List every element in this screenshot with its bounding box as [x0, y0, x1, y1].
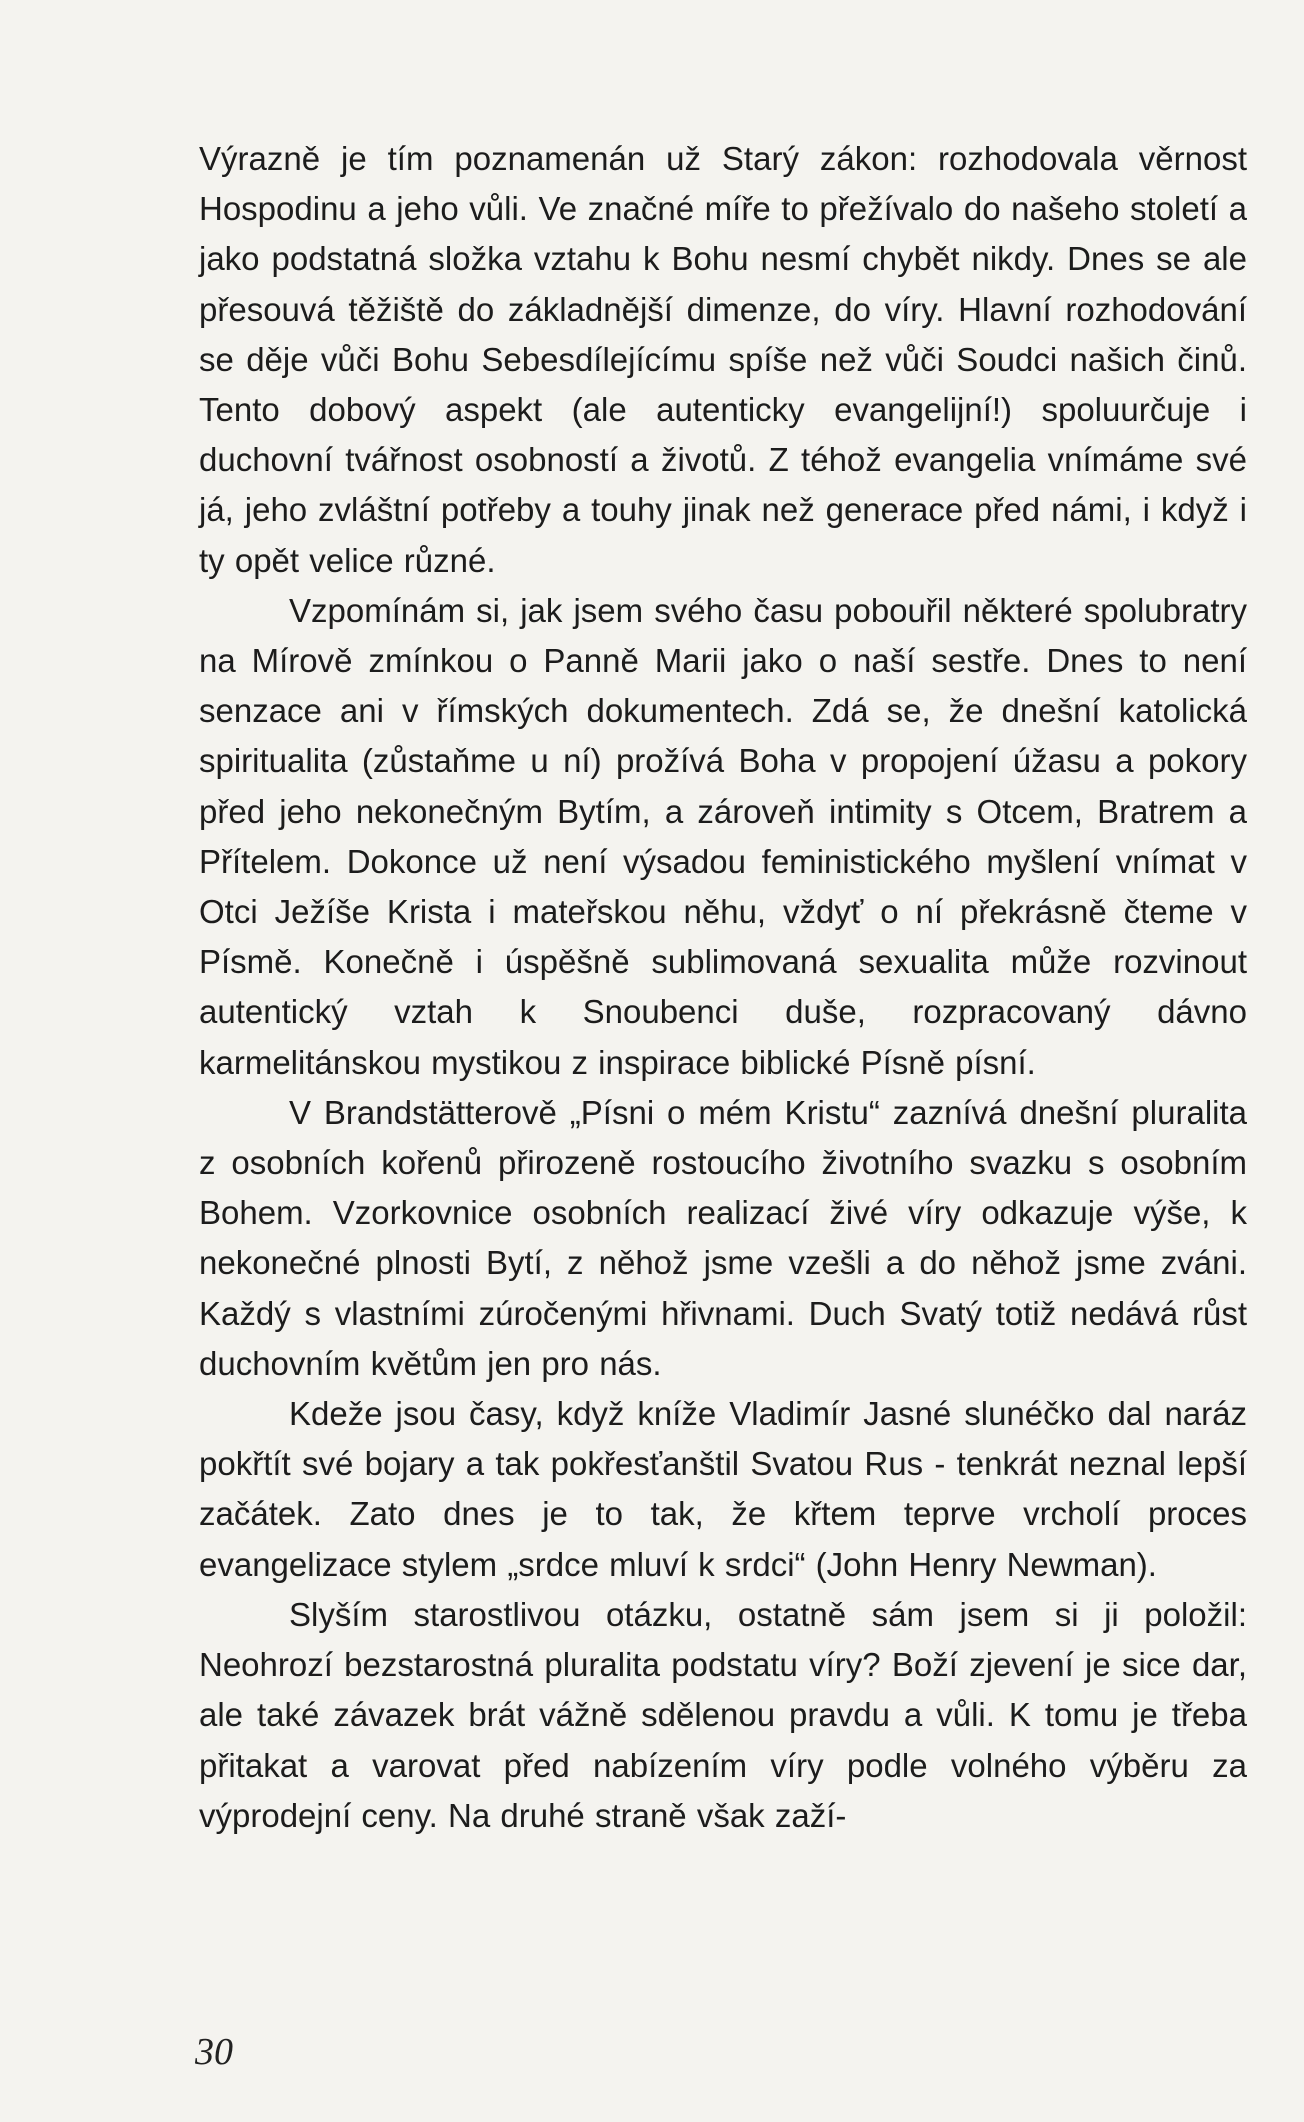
paragraph-1: Výrazně je tím poznamenán už Starý zákon: rozhodovala věrnost Hospodinu a jeho vůli. Ve značné míře to přežívalo do našeho století a jako podstatná složka vztahu k Bohu nesmí chybět nikdy. Dnes se ale přesouvá těžiště do základnější dimenze, do víry. Hlavní rozhodování se děje vůči Bohu Sebesdílejícímu spíše než vůči Soudci našich činů. Tento dobový aspekt (ale autenticky evangelijní!) spoluurčuje i duchovní tvářnost osobností a životů. Z téhož evangelia vnímáme své já, jeho zvláštní potřeby a touhy jinak než generace před námi, i když i ty opět velice různé.	[199, 140, 1247, 579]
paragraph-4: Kdeže jsou časy, když kníže Vladimír Jasné slunéčko dal naráz pokřtít své bojary a tak pokřesťanštil Svatou Rus - tenkrát neznal lepší začátek. Zato dnes je to tak, že křtem teprve vrcholí proces evangelizace stylem „srdce mluví k srdci“ (John Henry Newman).	[199, 1395, 1247, 1583]
paragraph-5: Slyším starostlivou otázku, ostatně sám jsem si ji položil: Neohrozí bezstarostná pluralita podstatu víry? Boží zjevení je sice dar, ale také závazek brát vážně sdělenou pravdu a vůli. K tomu je třeba přitakat a varovat před nabízením víry podle volného výběru za výprodejní ceny. Na druhé straně však zaží-	[199, 1595, 1247, 1834]
body-text	[199, 134, 1247, 1841]
paragraph-2: Vzpomínám si, jak jsem svého času pobouřil některé spolubratry na Mírově zmínkou o Panně Marii jako o naší sestře. Dnes to není senzace ani v římských dokumentech. Zdá se, že dnešní katolická spiritualita (zůstaňme u ní) prožívá Boha v propojení úžasu a pokory před jeho nekonečným Bytím, a zároveň intimity s Otcem, Bratrem a Přítelem. Dokonce už není výsadou feministického myšlení vnímat v Otci Ježíše Krista i mateřskou něhu, vždyť o ní překrásně čteme v Písmě. Konečně i úspěšně sublimovaná sexualita může rozvinout autentický vztah k Snoubenci duše, rozpracovaný dávno karmelitánskou mystikou z inspirace biblické Písně písní.	[199, 591, 1247, 1081]
paragraph-3: V Brandstätterově „Písni o mém Kristu“ zaznívá dnešní pluralita z osobních kořenů přirozeně rostoucího životního svazku s osobním Bohem. Vzorkovnice osobních realizací živé víry odkazuje výše, k nekonečné plnosti Bytí, z něhož jsme vzešli a do něhož jsme zváni. Každý s vlastními zúročenými hřivnami. Duch Svatý totiž nedává růst duchovním květům jen pro nás.	[199, 1093, 1247, 1382]
page-number: 30	[195, 2031, 233, 2073]
